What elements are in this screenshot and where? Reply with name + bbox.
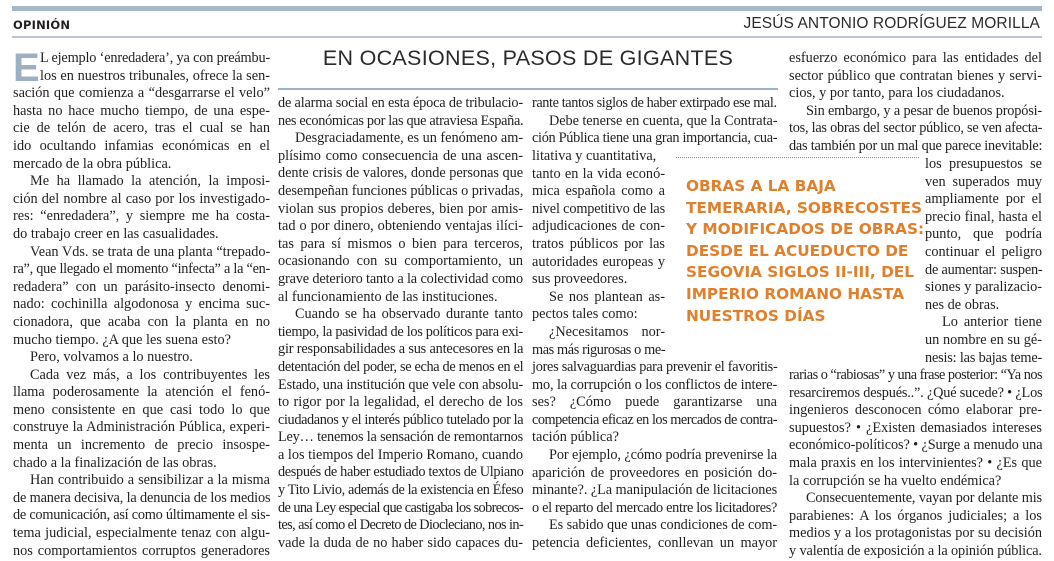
text-line: construye la Administración Pública, experi- [13,419,270,436]
text-line: Lo anterior tiene [942,314,1042,331]
text-line: supuestos? • ¿Existen demasiados intereses [789,419,1042,436]
text-line: Cada vez más, a los contribuyentes les [30,366,270,383]
body-column-3-wrap [532,148,665,359]
text-line: nado: cochinilla algodonosa y encima suc- [13,296,270,313]
text-line: ses? ¿Cómo puede garantizarse una [532,394,777,411]
text-line: la corrupción se ha vuelto endémica? [789,472,1002,489]
text-line: litativa y cuantitativa, [532,148,657,164]
text-line: autoridades europeas y [532,253,665,270]
text-line: aparición de proveedores en posición do- [532,464,777,481]
text-line: do trabajo creer en las casualidades. [13,225,219,242]
pull-quote-line: OBRAS A LA BAJA [686,177,836,195]
text-line: Vean Vds. se trata de una planta “trepado- [30,243,271,260]
text-line: Se nos plantean as- [549,288,665,305]
text-line: de comunicación, así como últimamente el sis- [13,507,270,524]
text-line: al funcionamiento de las instituciones. [278,288,498,305]
text-line: mucho tiempo. ¿A que les suena esto? [13,331,231,348]
text-line: meno consistente en que casi todo lo que [13,401,270,418]
section-label: OPINIÓN [13,18,71,32]
text-line: tanto en la vida econó- [532,165,665,182]
text-line: vade la duda de no haber sido capaces du- [278,534,523,551]
text-line: das también por un mal que parece inevitable: [789,137,1043,154]
text-line: plísimo como consecuencia de una ascen- [278,147,523,164]
text-line: Pero, volvamos a lo nuestro. [30,349,193,366]
text-line: medios y a los protagonistas por su decisión [789,525,1042,542]
headline-divider [278,88,778,90]
text-line: ido ocultando infamias económicas en el [13,137,270,154]
text-line: ción del nombre al caso por los investigado- [13,190,270,207]
pull-quote-line: DESDE EL ACUEDUCTO DE [686,241,909,260]
text-line: L ejemplo ‘enredadera’, ya con preámbu- [40,50,270,66]
text-line: tema judicial, especialmente tenaz con algu- [13,525,270,542]
text-line: jores salvaguardias para prevenir el favoritis- [532,359,778,375]
text-line: violan sus propios deberes, bien por amis- [278,200,523,217]
body-column-2 [278,95,523,552]
text-line: Estado, una institución que vele con absolu- [278,376,524,393]
text-line: tratos públicos por las [532,235,665,252]
text-line: ciudadanos y el interés público tutelado por la [278,411,524,428]
pull-quote-line: IMPERIO ROMANO HASTA [686,284,905,303]
text-line: los presupuestos se [925,156,1042,172]
text-line: Sin embargo, y a pesar de buenos propósi- [806,102,1042,119]
body-column-1 [13,46,271,560]
text-line: adjudicaciones de con- [532,218,665,235]
text-line: ¿Necesitamos nor- [549,323,665,340]
text-line: chado a la finalización de las obras. [13,454,217,471]
drop-cap: E [13,46,40,90]
text-line: a los tiempos del Imperio Romano, cuando [278,446,523,463]
text-line: sector público que contratan bienes y servi- [789,67,1042,84]
body-column-4-wrap [925,156,1042,367]
text-line: después de haber estudiado textos de Ulpiano [278,464,524,481]
text-line: pectos tales como: [532,306,638,323]
text-line: Desgraciadamente, es un fenómeno am- [295,130,524,147]
body-column-4-bottom [789,367,1042,561]
text-line: Ley… tenemos la sensación de remontarnos [278,429,523,446]
text-line: Por ejemplo, ¿cómo podría prevenirse la [549,446,777,463]
body-column-3-top [532,95,777,148]
text-line: esfuerzo económico para las entidades del [789,50,1042,66]
text-line: de una Ley especial que castigaba los sobrecos- [278,499,523,516]
text-line: y valentía de exposición a la opinión pública. [789,542,1042,559]
top-color-bar [12,6,1042,11]
pullquote-divider [676,157,919,158]
text-line: de alarma social en esta época de tribulacio- [278,95,523,111]
text-line: ocasionando con su comportamiento, un [278,253,523,270]
text-line: nesis: las bajas teme- [925,349,1043,366]
text-line: tas para sí mismos o bien para terceros, [278,235,523,252]
pull-quote-line: Y MODIFICADOS DE OBRAS: [686,220,925,239]
body-column-4-top [789,50,1042,156]
text-line: Es sabido que unas condiciones de com- [549,517,778,534]
text-line: ra”, que llegado el momento “infecta” a la “en- [13,261,270,278]
text-line: punto, que podría [925,226,1042,243]
pull-quote [686,176,926,327]
text-line: tes, así como el Decreto de Diocleciano, nos in- [278,517,524,534]
text-line: competencia eficaz en los mercados de contra- [532,411,777,428]
text-line: precio final, hasta el [925,208,1042,225]
text-line: nivel competitivo de las [532,200,665,217]
text-line: dente crisis de valores, donde personas que [278,165,523,182]
text-line: hasta no hace mucho tiempo, de una espe- [13,102,270,119]
text-line: de manera decisiva, la denuncia de los medios [13,489,271,506]
text-line: res: “enredadera”, y siempre me ha costa- [13,208,270,225]
text-line: ción Pública tiene una gran importancia, cua- [532,130,778,147]
text-line: económico-políticos? • ¿Surge a menudo una [789,437,1043,454]
text-line: tos, las obras del sector público, se ven afecta- [789,120,1043,137]
text-line: Debe tenerse en cuenta, que la Contrata- [549,112,778,129]
text-line: sus proveedores. [532,271,628,288]
text-line: tación pública? [532,429,619,446]
text-line: grave deterioro tanto a la colectividad como [278,270,523,287]
text-line: sación que comienza a “desgarrarse el velo” [13,85,270,102]
text-line: redadera” con un parásito-insecto denomi- [13,278,270,295]
text-line: ingenieros desconocen cómo elaborar pre- [789,402,1042,419]
text-line: cie de telón de acero, tras el cual se han [13,120,270,137]
text-line: los en nuestros tribunales, ofrece la sen- [40,67,270,84]
text-line: Me ha llamado la atención, la imposi- [30,173,270,190]
text-line: to rigor por la legalidad, el derecho de los [278,394,523,411]
text-line: mo, la corrupción o los conflictos de intere- [532,376,778,393]
text-line: cios, y por tanto, para los ciudadanos. [789,85,1005,102]
text-line: ampliamente por el [925,191,1042,208]
text-line: desempeñan funciones públicas o privadas, [278,182,524,199]
text-line: rante tantos siglos de haber extirpado ese mal. [532,95,777,111]
pull-quote-line: NUESTROS DÍAS [686,306,826,325]
pull-quote-line: SEGOVIA SIGLOS II-III, DEL [686,263,914,282]
text-line: y Tito Livio, además de la existencia en Éfeso [278,482,524,499]
text-line: petencia deficientes, conllevan un mayor [532,534,777,551]
text-line: minante?. ¿La manipulación de licitaciones [532,482,778,499]
text-line: resarciremos después..”. ¿Qué sucede? • ¿Los [789,384,1043,401]
text-line: mica española como a [532,183,665,200]
text-line: mas más rigurosas o me- [532,341,666,358]
text-line: parabienes: A los órganos judiciales; a los [789,507,1042,524]
text-line: rarias o “rabiosas” y una frase posterior: “Ya nos [789,367,1042,383]
text-line: nes económicas por las que atraviesa España. [278,112,524,129]
pull-quote-line: TEMERARIA, SOBRECOSTES [686,198,922,217]
author-byline: JESÚS ANTONIO RODRÍGUEZ MORILLA [743,15,1040,32]
text-line: cionadora, que acaba con la planta en no [13,313,270,330]
text-line: de aumentar: suspen- [925,261,1043,278]
text-line: Cuando se ha observado durante tanto [295,306,523,323]
text-line: ven superados muy [925,173,1042,190]
body-column-3-bottom [532,359,777,553]
text-line: llama poderosamente la atención el fenó- [13,384,270,401]
text-line: tad o por dinero, obteniendo ventajas ilíci- [278,218,523,235]
text-line: Consecuentemente, vayan por delante mis [806,490,1042,507]
text-line: menta un incremento de precio insospe- [13,437,270,454]
text-line: nes de obras. [925,296,1000,313]
text-line: mercado de la obra pública. [13,155,172,172]
text-line: tiempo, la pasividad de los políticos para exi- [278,323,523,340]
text-line: mala praxis en los intervinientes? • ¿Es que [789,454,1042,471]
text-line: siones y paralizacio- [925,279,1042,296]
text-line: o el reparto del mercado entre los licitadores? [532,499,777,516]
text-line: nos comportamientos corruptos generadores [13,542,270,559]
text-line: Han contribuido a sensibilizar a la misma [30,472,270,489]
article-headline: EN OCASIONES, PASOS DE GIGANTES [322,46,734,70]
header-divider [12,36,1042,38]
text-line: detentación del poder, se echa de menos en el [278,358,524,375]
text-line: continuar el peligro [925,243,1042,260]
text-line: un nombre en su gé- [925,331,1042,348]
text-line: gir responsabilidades a sus antecesores en la [278,341,524,358]
